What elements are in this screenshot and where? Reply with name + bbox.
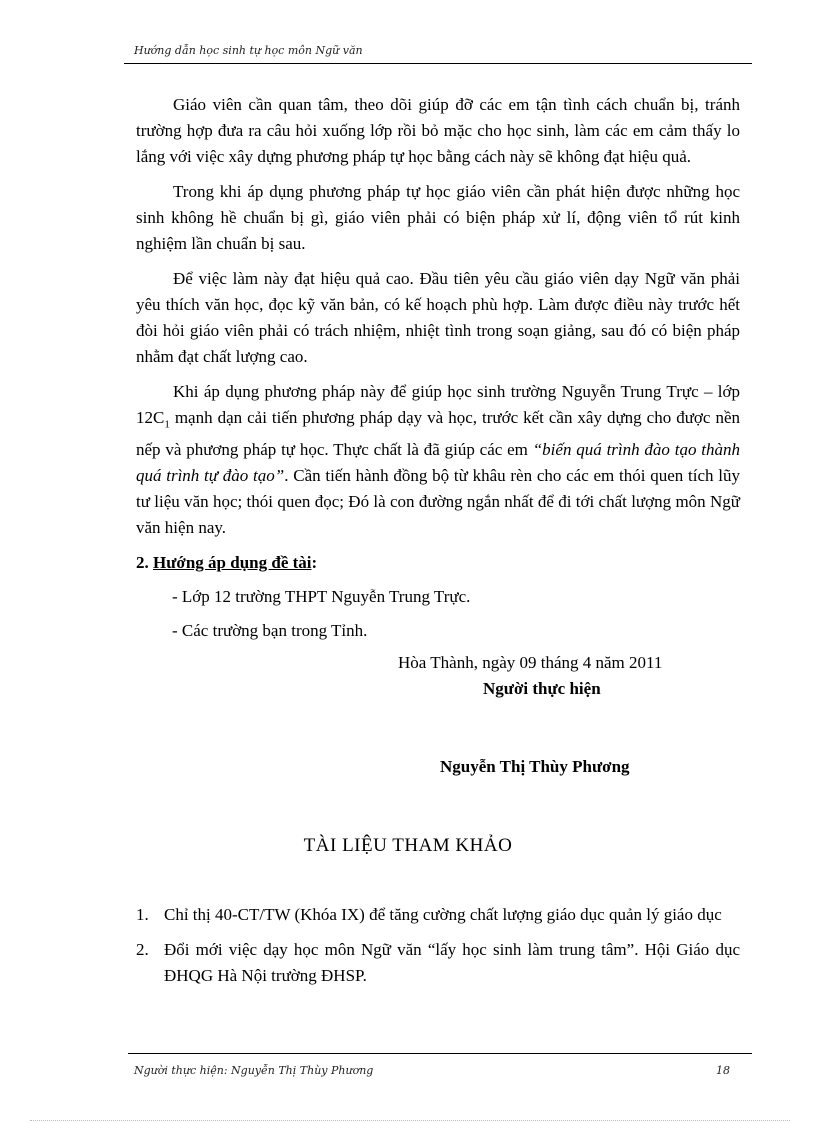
paragraph-2: Trong khi áp dụng phương pháp tự học giáo viên cần phát hiện được những học sinh không hề chuẩn bị gì, giáo viên phải có biện pháp xử lí, động viên tổ rút kinh nghiệm lần chuẩn bị sau.: [136, 182, 740, 253]
signature-place-date: Hòa Thành, ngày 09 tháng 4 năm 2011: [398, 653, 663, 673]
reference-item-1: [136, 902, 740, 928]
paragraph-4-quote: “biến quá trình đào tạo thành quá trình tự đào tạo”: [136, 440, 741, 486]
reference-number: 2.: [136, 940, 149, 959]
paragraph-4: [136, 379, 740, 541]
references-list: [136, 902, 740, 998]
reference-item-2: [136, 937, 740, 989]
paragraph-1: Giáo viên cần quan tâm, theo dõi giúp đỡ các em tận tình cách chuẩn bị, tránh trường hợp đưa ra câu hỏi xuống lớp rồi bỏ mặc cho học sinh, làm các em cảm thấy lo lắng với việc xây dựng phương pháp tự học bằng cách này sẽ không đạt hiệu quả.: [136, 95, 740, 166]
page-header-text: Hướng dẫn học sinh tự học môn Ngữ văn: [134, 44, 363, 57]
signature-role: Người thực hiện: [483, 679, 601, 699]
list-item-1: - Lớp 12 trường THPT Nguyễn Trung Trực.: [172, 587, 471, 607]
references-heading: TÀI LIỆU THAM KHẢO: [303, 835, 513, 856]
document-body: [136, 92, 740, 780]
paragraph-3: Để việc làm này đạt hiệu quả cao. Đầu tiên yêu cầu giáo viên dạy Ngữ văn phải yêu thích văn học, đọc kỹ văn bản, có kế hoạch phù hợp. Làm được điều này trước hết đòi hỏi giáo viên phải có trách nhiệm, nhiệt tình trong soạn giảng, sau đó có biện pháp nhằm đạt chất lượng cao.: [136, 269, 740, 366]
paragraph-4-text-b: mạnh dạn cải tiến phương pháp dạy và học, trước kết cần xây dựng cho được nền nếp và phương pháp tự học. Thực chất là đã giúp các em: [136, 408, 740, 460]
list-item-2: - Các trường bạn trong Tỉnh.: [172, 621, 368, 641]
footer-divider: [128, 1053, 752, 1054]
section-2-title: Hướng áp dụng đề tài: [153, 553, 312, 573]
reference-number: 1.: [136, 905, 149, 924]
signature-block: [398, 650, 740, 780]
reference-text: Chỉ thị 40-CT/TW (Khóa IX) để tăng cường chất lượng giáo dục quản lý giáo dục: [164, 905, 722, 924]
page-number: 18: [716, 1064, 730, 1077]
page-footer-text: Người thực hiện: Nguyễn Thị Thùy Phương: [134, 1064, 374, 1077]
section-2-colon: :: [311, 553, 318, 573]
signature-name: Nguyễn Thị Thùy Phương: [440, 757, 630, 777]
section-2-number: 2.: [136, 553, 153, 573]
reference-text: Đổi mới việc dạy học môn Ngữ văn “lấy học sinh làm trung tâm”. Hội Giáo dục ĐHQG Hà Nội trường ĐHSP.: [164, 940, 740, 985]
paragraph-4-text-c: . Cần tiến hành đồng bộ từ khâu rèn cho các em thói quen tích lũy tư liệu văn học; thói quen đọc; Đó là con đường ngắn nhất để đi tới chất lượng môn Ngữ văn hiện nay.: [136, 466, 740, 538]
page-bottom-border: [30, 1120, 790, 1121]
paragraph-4-text-a: Khi áp dụng phương pháp này để giúp học sinh trường Nguyễn Trung Trực – lớp 12C: [136, 382, 740, 427]
class-subscript: 1: [164, 418, 170, 431]
section-2-heading: [136, 550, 740, 576]
header-divider: [124, 63, 752, 64]
